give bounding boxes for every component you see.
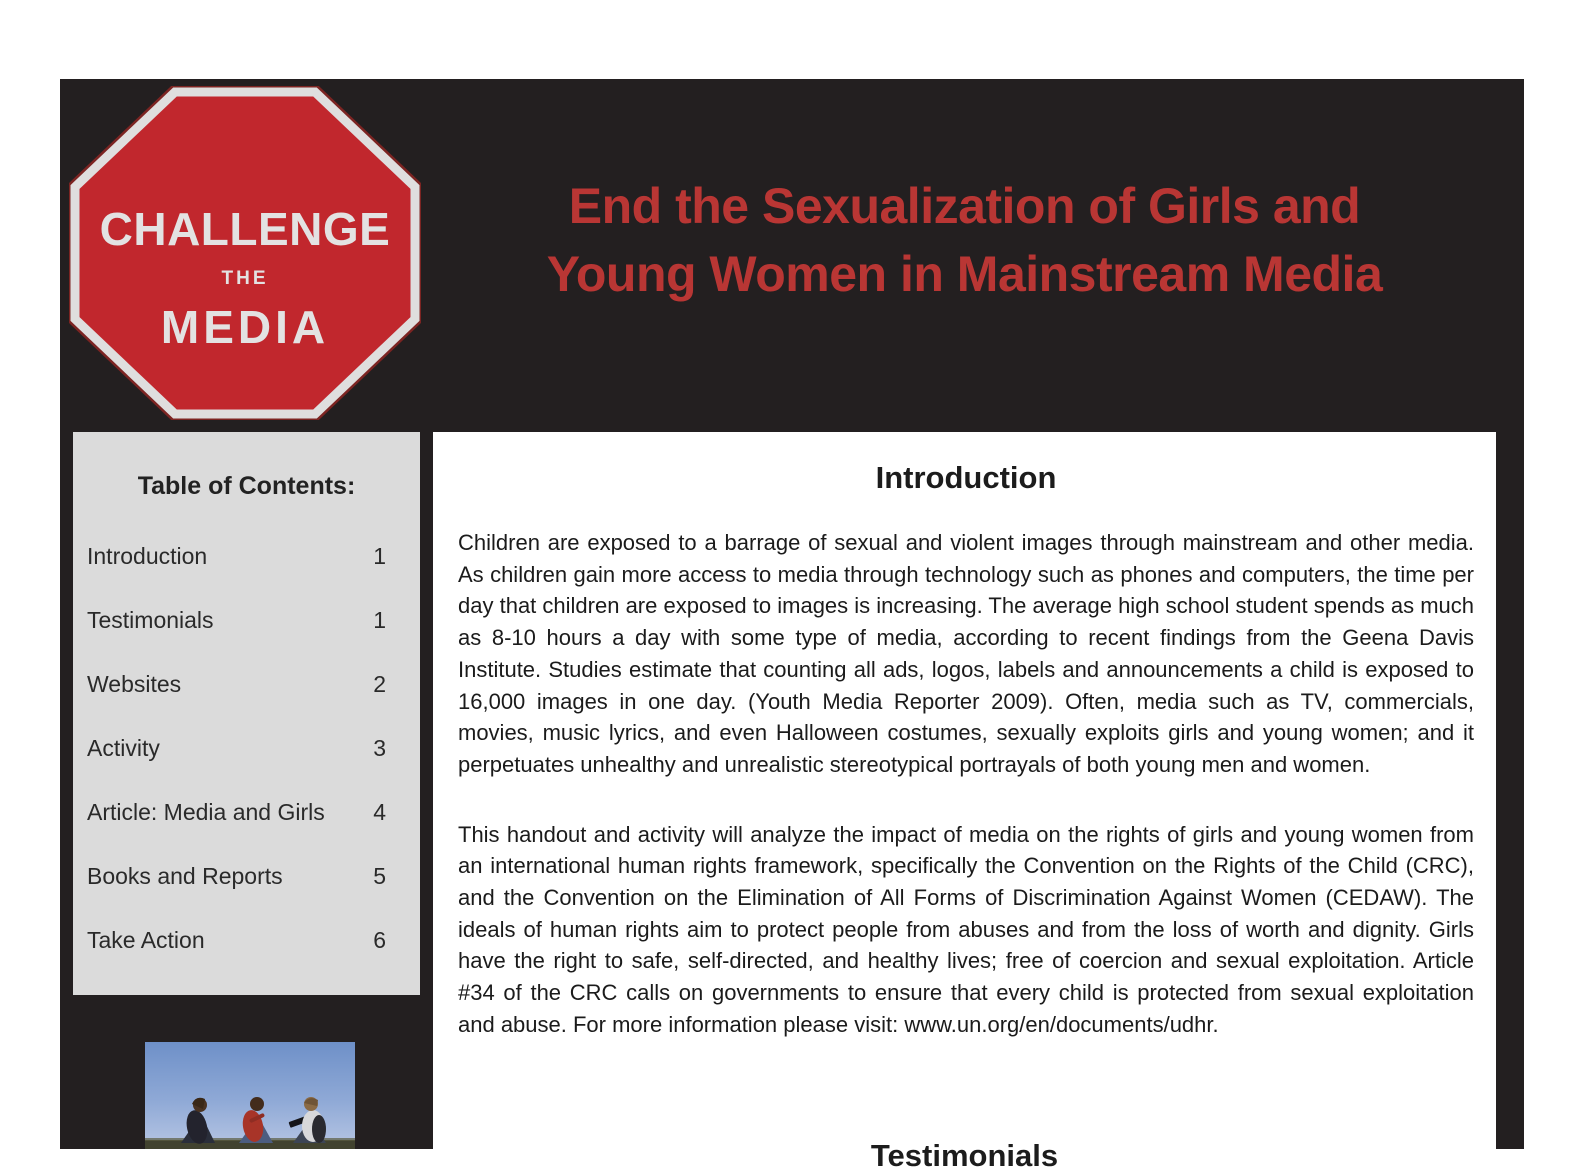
section-heading-next: Testimonials [870,1138,1059,1173]
toc-item-activity [87,735,386,762]
toc-item-label: Introduction [87,543,208,569]
toc-item-testimonials [87,607,386,634]
toc-item-page: 3 [373,735,386,761]
toc-item-take-action [87,927,386,954]
toc-item-page: 6 [373,927,386,953]
toc-item-page: 1 [373,607,386,633]
toc-item-article-media-and-girls [87,799,386,826]
toc-item-websites [87,671,386,698]
logo-text-challenge: CHALLENGE [99,203,391,255]
main-content-panel [433,432,1496,1149]
toc-title: Table of Contents: [137,472,356,500]
document-title-line-2: Young Women in Mainstream Media [546,246,1383,302]
toc-item-label: Article: Media and Girls [87,799,325,825]
toc-item-label: Take Action [87,927,205,953]
toc-item-label: Activity [87,735,160,761]
toc-item-page: 1 [373,543,386,569]
introduction-paragraph-2: This handout and activity will analyze the impact of media on the rights of girls and young women from an international human rights framework, specifically the Convention on the Rights of the Child (CRC), and the Convention on the Elimination of All Forms of Discrimination Against Women (CEDAW). The ideals of human rights aim to protect people from abuses and from the loss of worth and dignity. Girls have the right to safe, self-directed, and healthy lives; free of coercion and sexual exploitation. Article #34 of the CRC calls on governments to ensure that every child is protected from sexual exploitation and abuse. For more information please visit: www.un.org/en/documents/udhr. [458,821,1474,1037]
logo-text-media: MEDIA [160,301,330,353]
introduction-paragraph-1: Children are exposed to a barrage of sexual and violent images through mainstream and other media. As children gain more access to media through technology such as phones and computers, the time per day that children are exposed to images is increasing. The average high school student spends as much as 8-10 hours a day with some type of media, according to recent findings from the Geena Davis Institute. Studies estimate that counting all ads, logos, labels and announcements a child is exposed to 16,000 images in one day. (Youth Media Reporter 2009). Often, media such as TV, commercials, movies, music lyrics, and even Halloween costumes, sexually exploits girls and young women; and it perpetuates unhealthy and unrealistic stereotypical portrayals of both young men and women. [458,530,1474,777]
toc-item-introduction [87,543,386,570]
toc-item-page: 4 [373,799,386,825]
logo-text-the: THE [221,268,269,289]
section-heading-introduction: Introduction [875,460,1057,495]
toc-item-page: 5 [373,863,386,889]
toc-item-label: Websites [87,671,182,697]
toc-list [73,543,420,954]
table-of-contents-panel [73,432,420,995]
toc-item-books-and-reports [87,863,386,890]
challenge-the-media-logo [69,86,421,420]
photo-illustration [145,1042,355,1149]
toc-item-page: 2 [373,671,386,697]
photo-girls-reading [145,1042,355,1149]
toc-item-label: Testimonials [87,607,214,633]
document-title-line-1: End the Sexualization of Girls and [568,178,1361,234]
toc-item-label: Books and Reports [87,863,283,889]
document-title [433,172,1496,308]
